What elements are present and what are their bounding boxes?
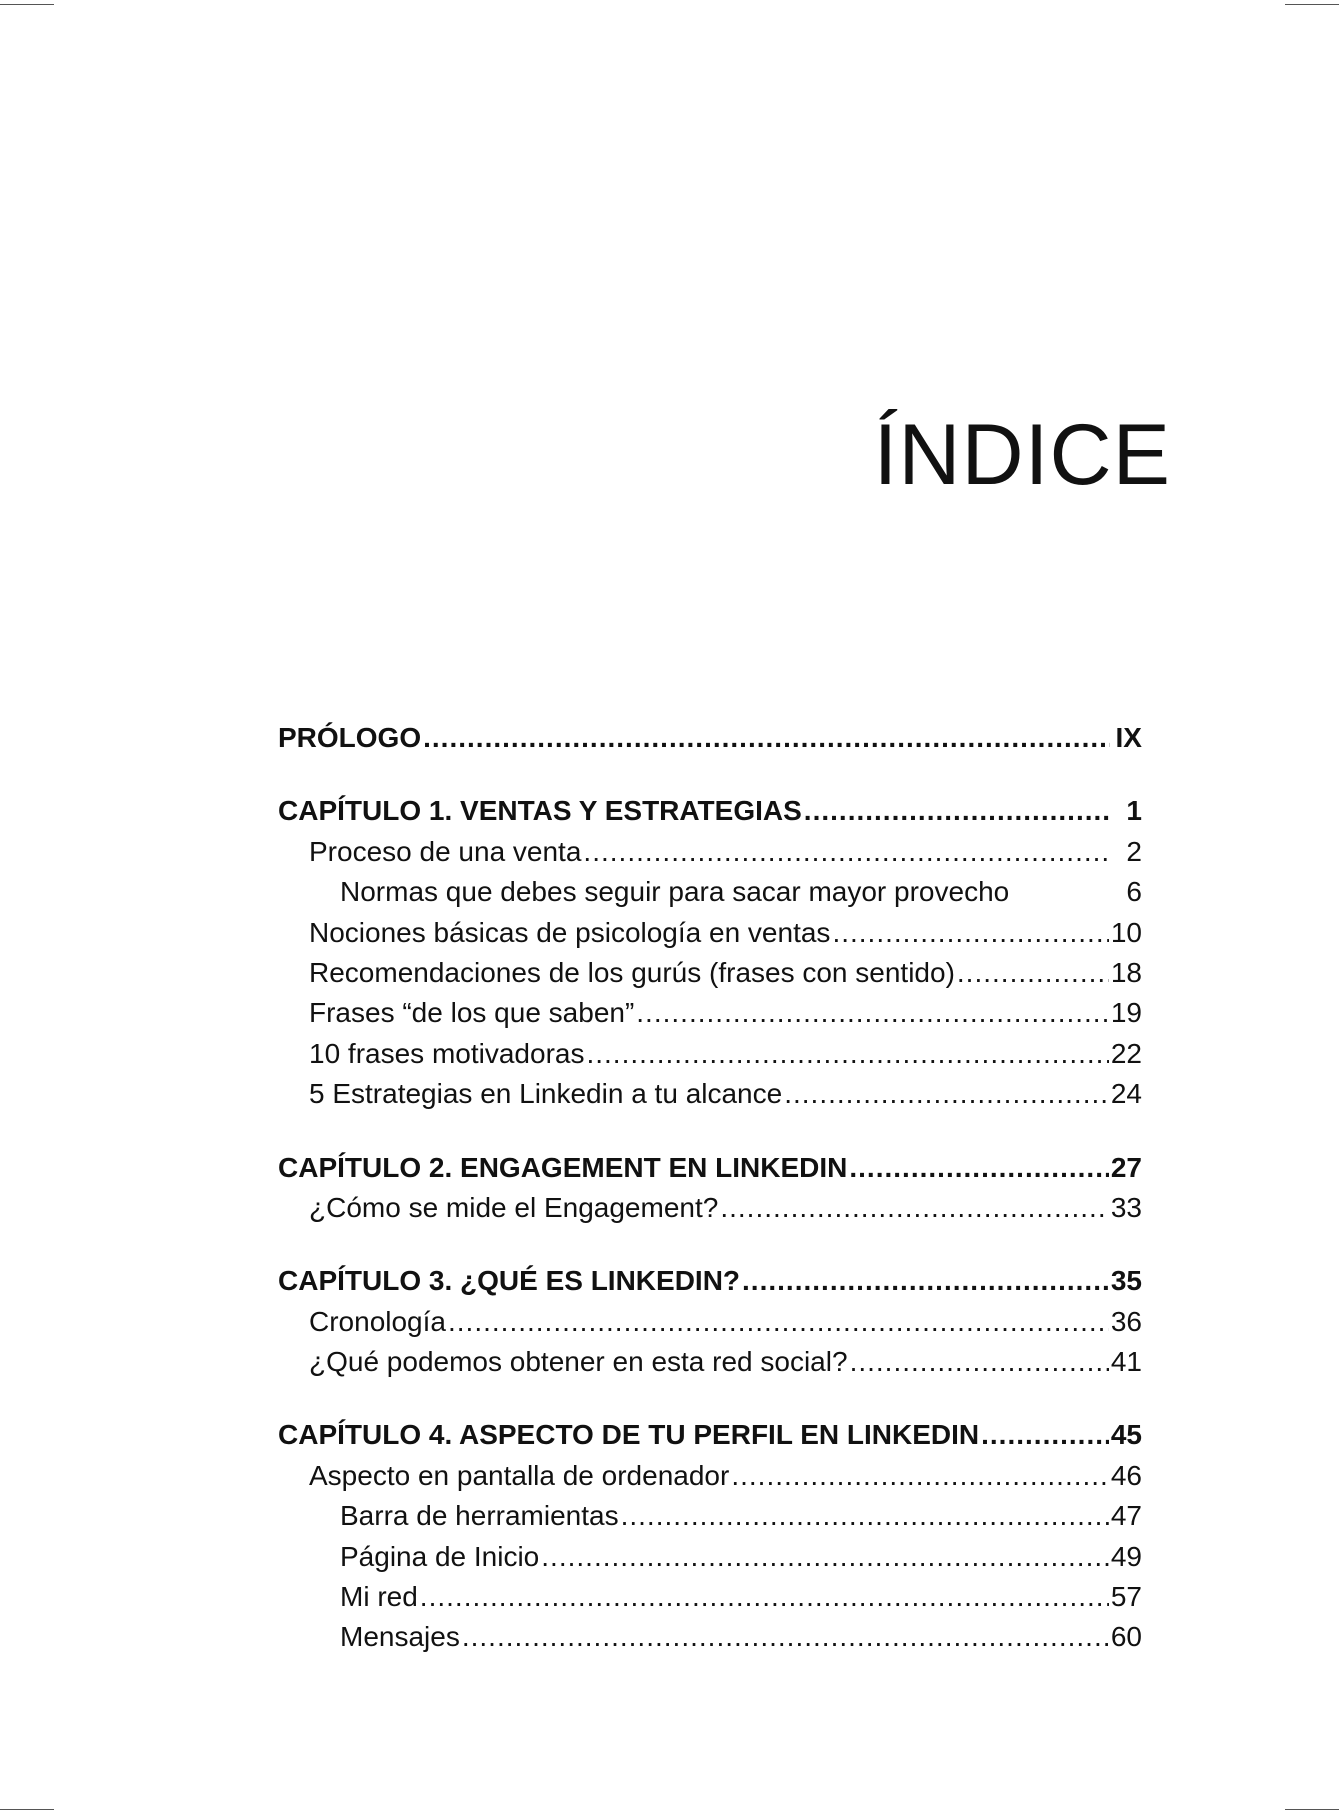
toc-entry-page: 45 (1110, 1419, 1142, 1451)
toc-entry-label: Nociones básicas de psicología en ventas (309, 916, 831, 948)
toc-entry (278, 1074, 1142, 1114)
toc-entry (278, 1302, 1142, 1342)
toc-entry (278, 1456, 1142, 1496)
toc-entry (278, 872, 1142, 912)
dot-leader (420, 1577, 1109, 1617)
crop-mark-bottom-right (1285, 1809, 1339, 1810)
dot-leader (583, 832, 1110, 872)
page-title: ÍNDICE (873, 407, 1171, 503)
toc-entry-page: 19 (1110, 997, 1142, 1029)
crop-mark-top-right (1285, 4, 1339, 5)
toc-entry-prologue (278, 718, 1142, 758)
toc-entry-page: 33 (1110, 1191, 1142, 1223)
toc-entry-chapter-3 (278, 1261, 1142, 1301)
toc-entry-label: Normas que debes seguir para sacar mayor provecho (340, 876, 1010, 908)
toc-entry-page: 47 (1110, 1500, 1142, 1532)
dot-leader (541, 1537, 1109, 1577)
toc-entry (278, 993, 1142, 1033)
dot-leader (586, 1034, 1108, 1074)
dot-leader (720, 1188, 1109, 1228)
toc-entry-label: 5 Estrategias en Linkedin a tu alcance (309, 1078, 783, 1110)
toc-entry-label: Página de Inicio (340, 1540, 540, 1572)
toc-entry-page: 57 (1110, 1581, 1142, 1613)
dot-leader (957, 953, 1109, 993)
toc-entry (278, 1537, 1142, 1577)
toc-entry (278, 1617, 1142, 1657)
toc-entry-chapter-1 (278, 791, 1142, 831)
toc-entry-label: Mi red (340, 1581, 418, 1613)
toc-entry-page: 22 (1110, 1037, 1142, 1069)
toc-entry-label: Barra de herramientas (340, 1500, 619, 1532)
toc-entry-page: 24 (1110, 1078, 1142, 1110)
toc-entry-label: 10 frases motivadoras (309, 1037, 585, 1069)
dot-leader (981, 1415, 1109, 1455)
toc-entry-label: CAPÍTULO 2. ENGAGEMENT EN LINKEDIN (278, 1151, 848, 1183)
toc-entry-label: ¿Qué podemos obtener en esta red social? (309, 1346, 848, 1378)
toc-entry-label: Aspecto en pantalla de ordenador (309, 1459, 730, 1491)
toc-entry-label: PRÓLOGO (278, 722, 422, 753)
crop-mark-bottom-left (0, 1809, 54, 1810)
toc-entry (278, 953, 1142, 993)
dot-leader (742, 1261, 1109, 1301)
dot-leader (462, 1617, 1109, 1657)
dot-leader (423, 718, 1110, 758)
toc-entry-page: 46 (1110, 1459, 1142, 1491)
crop-mark-top-left (0, 4, 54, 5)
dot-leader (849, 1148, 1108, 1188)
table-of-contents (278, 718, 1142, 1658)
toc-entry-page: IX (1115, 722, 1142, 753)
toc-entry-label: Frases “de los que saben” (309, 997, 635, 1029)
toc-entry (278, 1342, 1142, 1382)
toc-entry-page: 6 (1126, 876, 1142, 908)
dot-leader (832, 913, 1108, 953)
toc-entry-page: 2 (1126, 835, 1142, 867)
toc-entry-label: Mensajes (340, 1621, 460, 1653)
toc-entry-page: 60 (1110, 1621, 1142, 1653)
dot-leader (448, 1302, 1109, 1342)
dot-leader (784, 1074, 1109, 1114)
toc-entry-page: 27 (1110, 1151, 1142, 1183)
toc-entry-label: CAPÍTULO 4. ASPECTO DE TU PERFIL EN LINKEDIN (278, 1419, 980, 1451)
dot-leader (731, 1456, 1109, 1496)
dot-leader (804, 791, 1110, 831)
toc-entry (278, 832, 1142, 872)
toc-entry-label: Proceso de una venta (309, 835, 582, 867)
toc-entry (278, 1496, 1142, 1536)
toc-entry-chapter-4 (278, 1415, 1142, 1455)
toc-entry-page: 18 (1110, 956, 1142, 988)
toc-entry-label: ¿Cómo se mide el Engagement? (309, 1191, 719, 1223)
toc-entry-page: 49 (1110, 1540, 1142, 1572)
dot-leader (636, 993, 1109, 1033)
toc-entry-chapter-2 (278, 1148, 1142, 1188)
dot-leader (621, 1496, 1109, 1536)
toc-entry (278, 1034, 1142, 1074)
toc-entry-page: 41 (1110, 1346, 1142, 1378)
dot-leader (850, 1342, 1109, 1382)
toc-entry-label: CAPÍTULO 1. VENTAS Y ESTRATEGIAS (278, 795, 802, 827)
toc-entry-page: 35 (1110, 1265, 1142, 1297)
toc-entry (278, 913, 1142, 953)
toc-entry-page: 10 (1110, 916, 1142, 948)
toc-entry (278, 1577, 1142, 1617)
toc-entry-label: CAPÍTULO 3. ¿QUÉ ES LINKEDIN? (278, 1265, 741, 1297)
toc-entry-page: 1 (1126, 795, 1142, 827)
toc-entry-page: 36 (1110, 1305, 1142, 1337)
toc-entry-label: Recomendaciones de los gurús (frases con sentido) (309, 956, 955, 988)
toc-entry (278, 1188, 1142, 1228)
toc-entry-label: Cronología (309, 1305, 446, 1337)
